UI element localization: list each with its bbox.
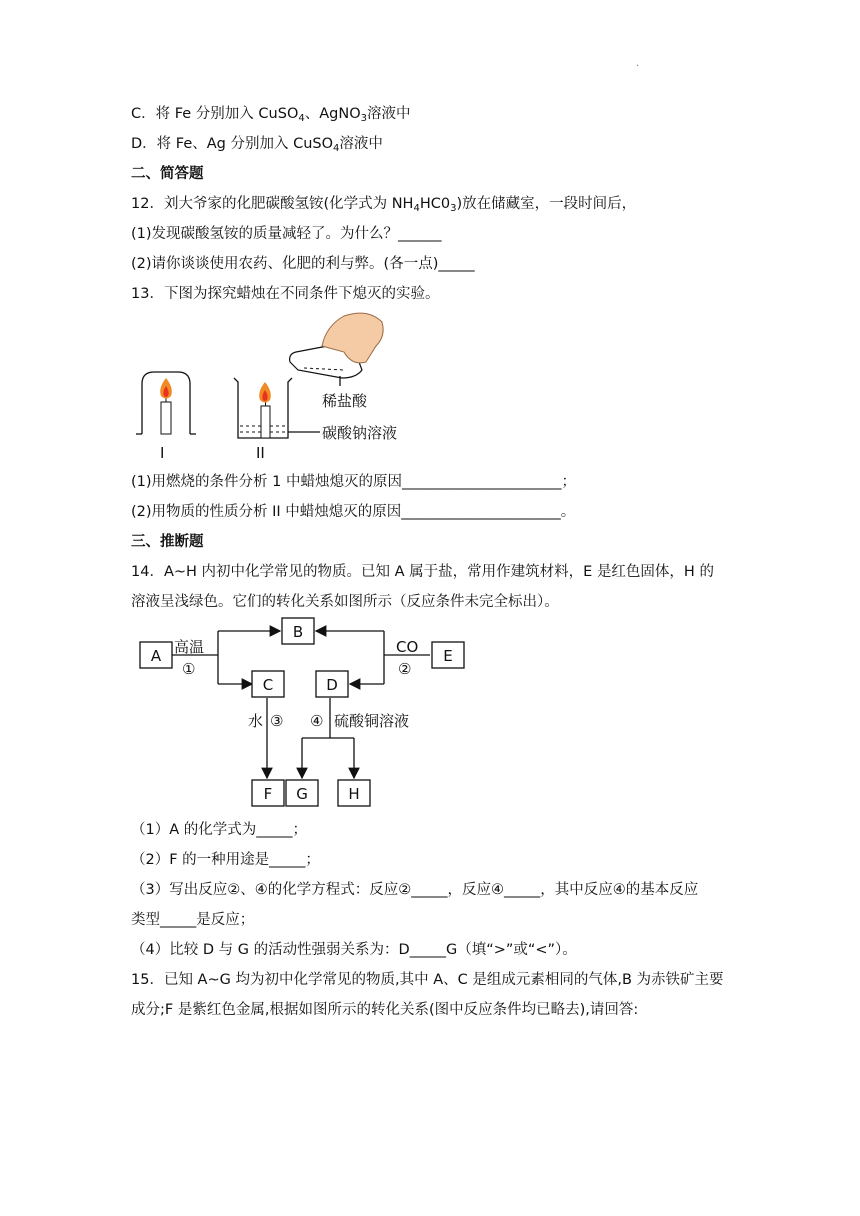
- hand-bottle: [290, 313, 384, 386]
- reaction-1-number: ①: [182, 660, 196, 678]
- box-A-label: A: [150, 647, 162, 665]
- q13-stem: 13．下图为探究蜡烛在不同条件下熄灭的实验。: [131, 286, 440, 302]
- q14-sub3-line1: （3）写出反应②、④的化学方程式：反应②_____，反应④_____，其中反应④的基本反应: [131, 882, 699, 898]
- box-B-label: B: [292, 623, 304, 641]
- condition-3: 水: [248, 712, 264, 730]
- condition-4: 硫酸铜溶液: [334, 712, 410, 730]
- q14-stem-line1: 14．A~H 内初中化学常见的物质。已知 A 属于盐，常用作建筑材料，E 是红色固体，H 的: [131, 564, 714, 580]
- q13-sub1: (1)用燃烧的条件分析 1 中蜡烛熄灭的原因______________________；: [131, 474, 576, 490]
- reaction-3-number: ③: [270, 712, 284, 730]
- q12-stem: 12．刘大爷家的化肥碳酸氢铵(化学式为 $NH_4HC0_3$)放在储藏室，一段时间后，: [131, 196, 637, 214]
- q11-option-c: C．将 Fe 分别加入 CuSO$_4$、AgNO$_3$溶液中: [131, 106, 411, 124]
- q14-stem-line2: 溶液呈浅绿色。它们的转化关系如图所示（反应条件未完全标出）。: [131, 594, 559, 610]
- section3-title: 三、推断题: [131, 534, 204, 550]
- label-acid: 稀盐酸: [322, 392, 368, 410]
- q11-option-d: D．将 Fe、Ag 分别加入 CuSO$_4$溶液中: [131, 136, 383, 154]
- reaction-4-number: ④: [310, 712, 324, 730]
- box-C-label: C: [262, 676, 274, 694]
- beaker-I: [136, 372, 196, 434]
- q14-sub4: （4）比较 D 与 G 的活动性强弱关系为：D_____G（填“>”或“<”）。: [131, 942, 577, 958]
- candle-experiment-figure: [130, 306, 420, 466]
- section2-title: 二、简答题: [131, 166, 204, 182]
- q14-sub3-line2: 类型_____是反应；: [131, 912, 255, 928]
- q15-stem-line1: 15．已知 A~G 均为初中化学常见的物质,其中 A、C 是组成元素相同的气体,B 为赤铁矿主要: [131, 972, 724, 988]
- header-dot: .: [636, 58, 640, 69]
- label-I: I: [160, 444, 165, 462]
- q13-sub2: (2)用物质的性质分析 II 中蜡烛熄灭的原因______________________。: [131, 504, 576, 520]
- q14-sub2: （2）F 的一种用途是_____；: [131, 852, 320, 868]
- condition-1: 高温: [174, 638, 205, 656]
- reaction-2-number: ②: [398, 660, 412, 678]
- condition-2: CO: [396, 638, 419, 656]
- q15-stem-line2: 成分;F 是紫红色金属,根据如图所示的转化关系(图中反应条件均已略去),请回答:: [131, 1002, 639, 1018]
- box-H-label: H: [348, 785, 360, 803]
- box-E-label: E: [443, 647, 453, 665]
- box-G-label: G: [296, 785, 308, 803]
- box-D-label: D: [326, 676, 338, 694]
- label-solution: 碳酸钠溶液: [322, 424, 398, 442]
- q12-sub1: (1)发现碳酸氢铵的质量减轻了。为什么？______: [131, 226, 442, 242]
- box-F-label: F: [263, 785, 273, 803]
- beaker-II: [234, 378, 320, 438]
- label-II: II: [256, 444, 265, 462]
- transformation-diagram: [130, 612, 475, 812]
- q12-sub2: (2)请你谈谈使用农药、化肥的利与弊。(各一点)_____: [131, 256, 475, 272]
- q14-sub1: （1）A 的化学式为_____；: [131, 822, 308, 838]
